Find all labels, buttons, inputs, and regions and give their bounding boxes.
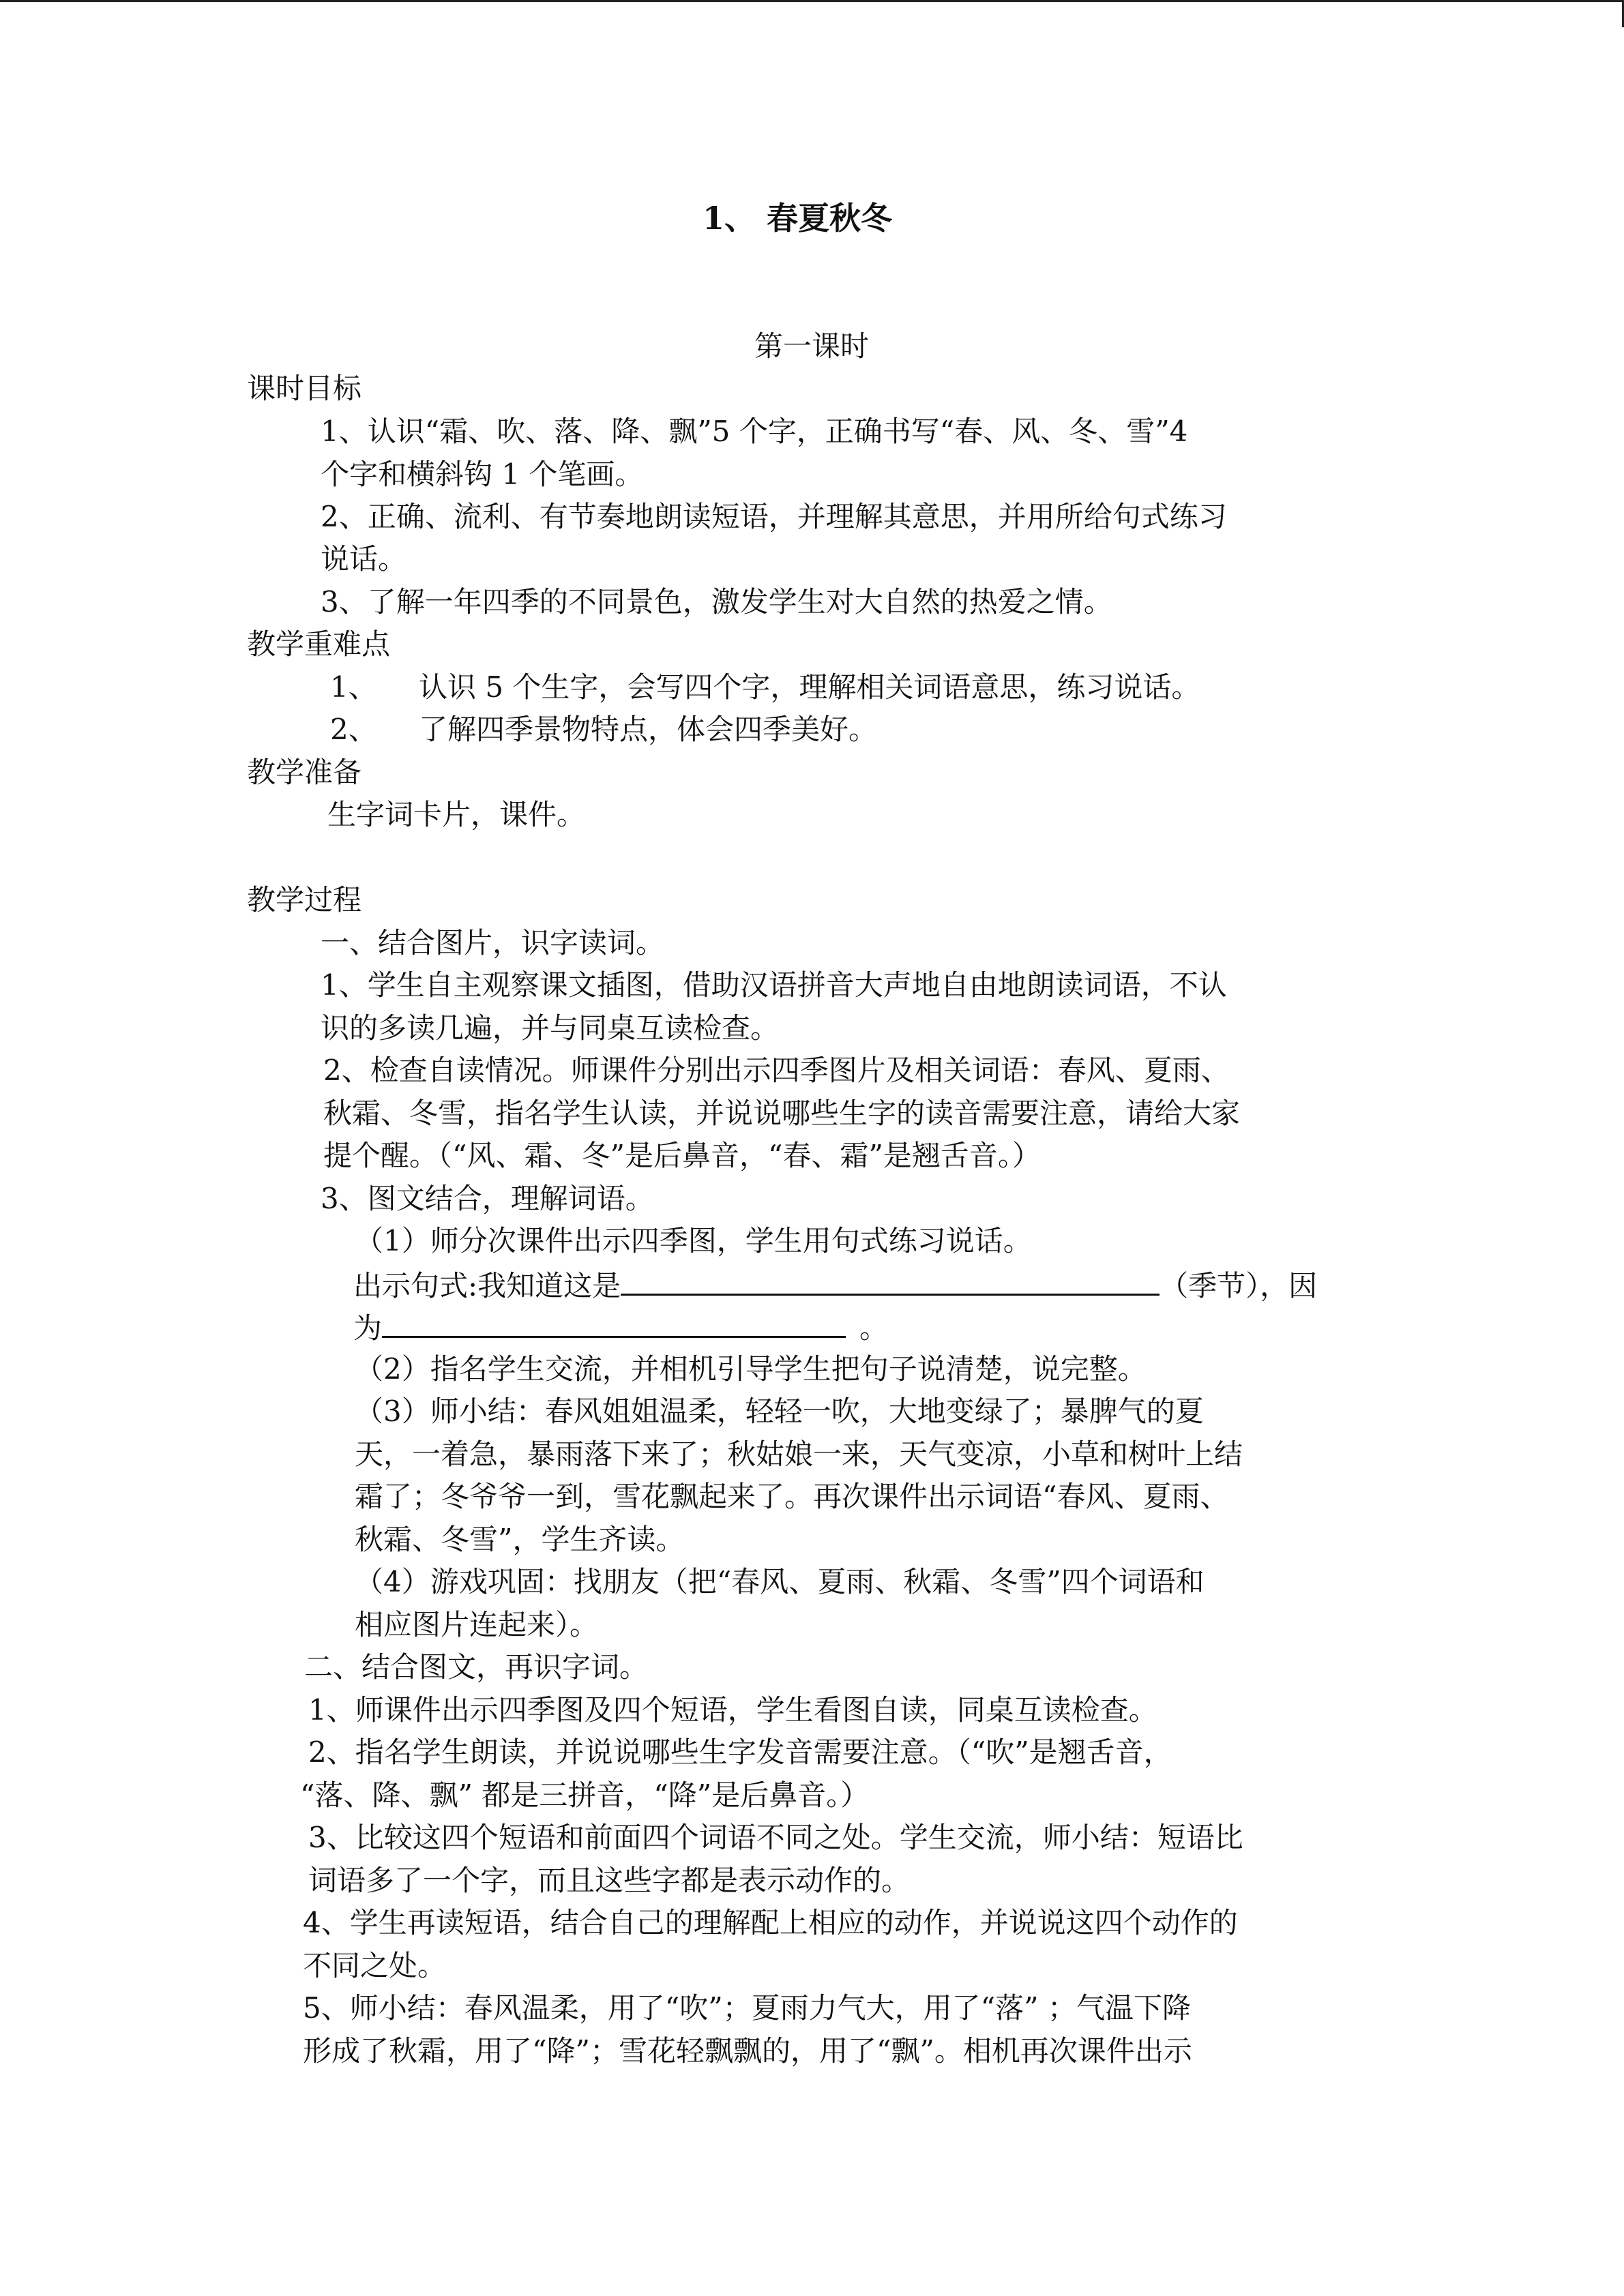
process-2-4-line-2: 不同之处。	[303, 1949, 447, 1982]
process-1-2-line-1: 2、检查自读情况。师课件分别出示四季图片及相关词语：春风、夏雨、	[323, 1054, 1230, 1087]
process-1-2-line-3: 提个醒。（“风、霜、冬”是后鼻音，“春、霜”是翘舌音。）	[323, 1139, 1041, 1172]
key-2-number: 2、	[330, 713, 377, 746]
process-2-3-line-2: 词语多了一个字，而且这些字都是表示动作的。	[308, 1864, 911, 1897]
process-2-1: 1、师课件出示四季图及四个短语，学生看图自读，同桌互读检查。	[308, 1693, 1157, 1727]
sentence-pattern-line-1	[353, 1264, 1317, 1307]
sentence-pattern-suffix: （季节），因	[1160, 1269, 1318, 1302]
process-1-3-3-line-1: （3）师小结：春风姐姐温柔，轻轻一吹，大地变绿了；暴脾气的夏	[355, 1395, 1204, 1428]
sentence-pattern-because: 为	[353, 1311, 383, 1345]
sentence-pattern-period: 。	[859, 1311, 889, 1345]
goal-3: 3、了解一年四季的不同景色，激发学生对大自然的热爱之情。	[321, 585, 1112, 618]
process-step-1-heading: 一、结合图片，识字读词。	[321, 926, 665, 959]
doc-title: 1、 春夏秋冬	[703, 200, 893, 237]
process-1-3-3-line-2: 天，一着急，暴雨落下来了；秋姑娘一来，天气变凉，小草和树叶上结	[355, 1437, 1243, 1471]
process-1-2-line-2: 秋霜、冬雪，指名学生认读，并说说哪些生字的读音需要注意，请给大家	[323, 1097, 1241, 1130]
process-1-3-1: （1）师分次课件出示四季图，学生用句式练习说话。	[355, 1224, 1032, 1257]
fill-blank-season[interactable]	[621, 1264, 1160, 1296]
lesson-label: 第一课时	[754, 329, 870, 363]
section-key-heading: 教学重难点	[247, 627, 391, 661]
process-1-1-line-1: 1、学生自主观察课文插图，借助汉语拼音大声地自由地朗读词语，不认	[321, 968, 1227, 1002]
process-1-3-3-line-3: 霜了；冬爷爷一到，雪花飘起来了。再次课件出示词语“春风、夏雨、	[355, 1480, 1229, 1513]
section-prep-heading: 教学准备	[247, 756, 362, 789]
process-1-3-4-line-2: 相应图片连起来）。	[355, 1608, 599, 1641]
process-2-3-line-1: 3、比较这四个短语和前面四个词语不同之处。学生交流，师小结：短语比	[308, 1821, 1243, 1854]
process-2-4-line-1: 4、学生再读短语，结合自己的理解配上相应的动作，并说说这四个动作的	[303, 1906, 1238, 1939]
process-1-3-4-line-1: （4）游戏巩固：找朋友（把“春风、夏雨、秋霜、冬雪”四个词语和	[355, 1565, 1205, 1598]
key-1-number: 1、	[330, 670, 377, 704]
process-1-1-line-2: 识的多读几遍，并与同桌互读检查。	[321, 1011, 780, 1045]
process-2-2-line-2: “落、降、飘” 都是三拼音，“降”是后鼻音。）	[300, 1778, 870, 1812]
process-step-2-heading: 二、结合图文，再识字词。	[304, 1650, 649, 1684]
goal-2-line-2: 说话。	[321, 542, 407, 576]
key-1-text: 认识 5 个生字，会写四个字，理解相关词语意思，练习说话。	[419, 670, 1200, 704]
process-1-3-3-line-4: 秋霜、冬雪”，学生齐读。	[355, 1523, 685, 1556]
section-goals-heading: 课时目标	[247, 372, 362, 405]
process-1-3-2: （2）指名学生交流，并相机引导学生把句子说清楚，说完整。	[355, 1352, 1147, 1386]
goal-1-line-1: 1、认识“霜、吹、落、降、飘”5 个字，正确书写“春、风、冬、雪”4	[321, 415, 1188, 448]
sentence-pattern-prefix: 出示句式:我知道这是	[353, 1269, 621, 1302]
section-process-heading: 教学过程	[247, 883, 362, 916]
fill-blank-reason[interactable]	[382, 1306, 846, 1338]
process-2-5-line-1: 5、师小结：春风温柔，用了“吹”；夏雨力气大，用了“落” ；气温下降	[303, 1991, 1191, 2025]
process-1-3-heading: 3、图文结合，理解词语。	[321, 1182, 654, 1215]
prep-text: 生字词卡片，课件。	[327, 798, 586, 831]
page-top-border	[0, 0, 1624, 2]
sentence-pattern-line-2	[353, 1306, 888, 1349]
process-2-2-line-1: 2、指名学生朗读，并说说哪些生字发音需要注意。（“吹”是翘舌音，	[308, 1735, 1172, 1769]
process-2-5-line-2: 形成了秋霜，用了“降”；雪花轻飘飘的，用了“飘”。相机再次课件出示	[303, 2034, 1192, 2068]
goal-2-line-1: 2、正确、流利、有节奏地朗读短语，并理解其意思，并用所给句式练习	[321, 500, 1227, 533]
key-2-text: 了解四季景物特点，体会四季美好。	[419, 713, 878, 746]
goal-1-line-2: 个字和横斜钩 1 个笔画。	[321, 458, 644, 491]
